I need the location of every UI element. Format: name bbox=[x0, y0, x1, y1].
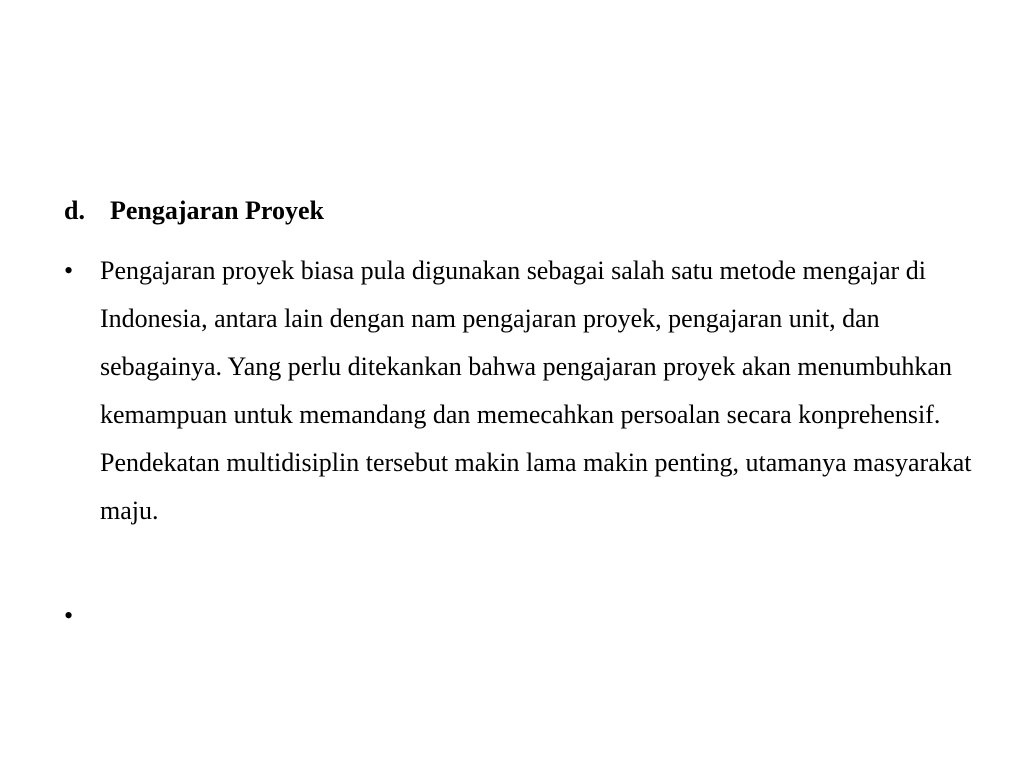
section-marker: d. bbox=[64, 196, 85, 225]
bullet-text: Pengajaran proyek biasa pula digunakan sebagai salah satu metode mengajar di Indonesia, antara lain dengan nam pengajaran proyek, pengajaran unit, dan sebagainya. Yang perlu ditekankan bahwa pengajaran proyek akan menumbuhkan kemampuan untuk memandang dan memecahkan persoalan secara konprehensif. Pendekatan multidisiplin tersebut makin lama makin penting, utamanya masyarakat maju. bbox=[100, 256, 972, 525]
section-heading bbox=[64, 194, 324, 228]
bullet-dot: • bbox=[64, 601, 74, 630]
bullet-dot: • bbox=[64, 256, 74, 285]
section-title: Pengajaran Proyek bbox=[110, 196, 324, 225]
